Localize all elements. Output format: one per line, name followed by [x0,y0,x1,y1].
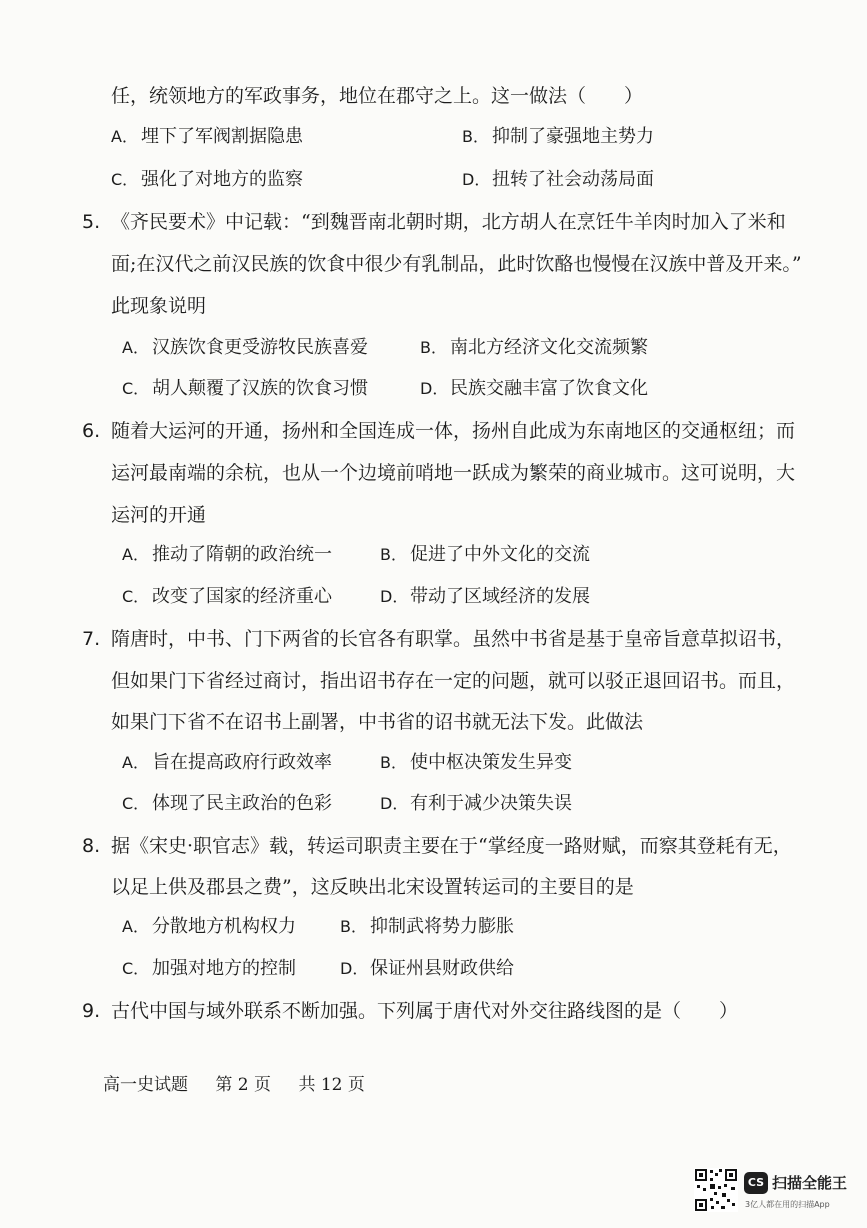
q5-stem-line-1: 《齐民要术》中记载：“到魏晋南北朝时期，北方胡人在烹饪牛羊肉时加入了米和 [111,211,786,233]
q8-option-c: C． 加强对地方的控制 [122,958,296,979]
q8-option-a: A． 分散地方机构权力 [122,916,296,937]
q4-option-c: C． 强化了对地方的监察 [111,169,303,190]
q7-option-c: C． 体现了民主政治的色彩 [122,793,332,814]
q6-option-a: A． 推动了隋朝的政治统一 [122,544,332,565]
scanner-tagline: 3亿人都在用的扫描App [745,1200,830,1209]
q4-option-b: B． 抑制了豪强地主势力 [462,126,654,147]
q7-option-b: B． 使中枢决策发生异变 [380,752,572,773]
footer-subject: 高一史试题 [103,1075,188,1095]
q7-option-d: D．有利于减少决策失误 [380,793,572,814]
q6-option-b: B． 促进了中外文化的交流 [380,544,590,565]
q6-option-d: D．带动了区域经济的发展 [380,586,590,607]
q6-stem-line-3: 运河的开通 [111,504,207,526]
q7-number: 7. [82,628,101,650]
q5-stem-line-2: 面;在汉代之前汉民族的饮食中很少有乳制品，此时饮酪也慢慢在汉族中普及开来。” [111,253,802,275]
q5-option-d: D．民族交融丰富了饮食文化 [420,378,648,399]
q5-option-c: C． 胡人颠覆了汉族的饮食习惯 [122,378,368,399]
q5-option-b: B． 南北方经济文化交流频繁 [420,337,648,358]
q6-stem-line-1: 随着大运河的开通，扬州和全国连成一体，扬州自此成为东南地区的交通枢纽；而 [111,420,796,442]
footer-page-number: 第 2 页 [215,1075,272,1095]
q6-option-c: C． 改变了国家的经济重心 [122,586,332,607]
q8-stem-line-1: 据《宋史·职官志》载，转运司职责主要在于“掌经度一路财赋，而察其登耗有无， [111,835,792,857]
q6-stem-line-2: 运河最南端的余杭，也从一个边境前哨地一跃成为繁荣的商业城市。这可说明，大 [111,462,796,484]
q7-stem-line-3: 如果门下省不在诏书上副署，中书省的诏书就无法下发。此做法 [111,711,644,733]
q7-stem-line-1: 隋唐时，中书、门下两省的长官各有职掌。虽然中书省是基于皇帝旨意草拟诏书， [111,628,796,650]
q5-number: 5. [82,211,101,233]
q4-continuation: 任，统领地方的军政事务，地位在郡守之上。这一做法（ ） [111,85,644,107]
q8-number: 8. [82,835,101,857]
page-footer [103,1073,387,1097]
q8-stem-line-2: 以足上供及郡县之费”，这反映出北宋设置转运司的主要目的是 [111,876,634,898]
q5-stem-line-3: 此现象说明 [111,295,207,317]
q4-option-d: D．扭转了社会动荡局面 [462,169,654,190]
q6-number: 6. [82,420,101,442]
camscanner-logo-icon: CS [744,1172,768,1194]
q5-option-a: A． 汉族饮食更受游牧民族喜爱 [122,337,368,358]
q4-option-a: A． 埋下了军阀割据隐患 [111,126,303,147]
q8-option-b: B． 抑制武将势力膨胀 [340,916,514,937]
q7-stem-line-2: 但如果门下省经过商讨，指出诏书存在一定的问题，就可以驳正退回诏书。而且， [111,670,796,692]
footer-total-pages: 共 12 页 [298,1075,365,1095]
scanner-app-name: 扫描全能王 [772,1174,848,1192]
q9-number: 9. [82,1000,101,1022]
q7-option-a: A． 旨在提高政府行政效率 [122,752,332,773]
q9-stem-line-1: 古代中国与域外联系不断加强。下列属于唐代对外交往路线图的是（ ） [111,1000,739,1022]
q8-option-d: D．保证州县财政供给 [340,958,514,979]
qr-code-icon [694,1168,738,1212]
